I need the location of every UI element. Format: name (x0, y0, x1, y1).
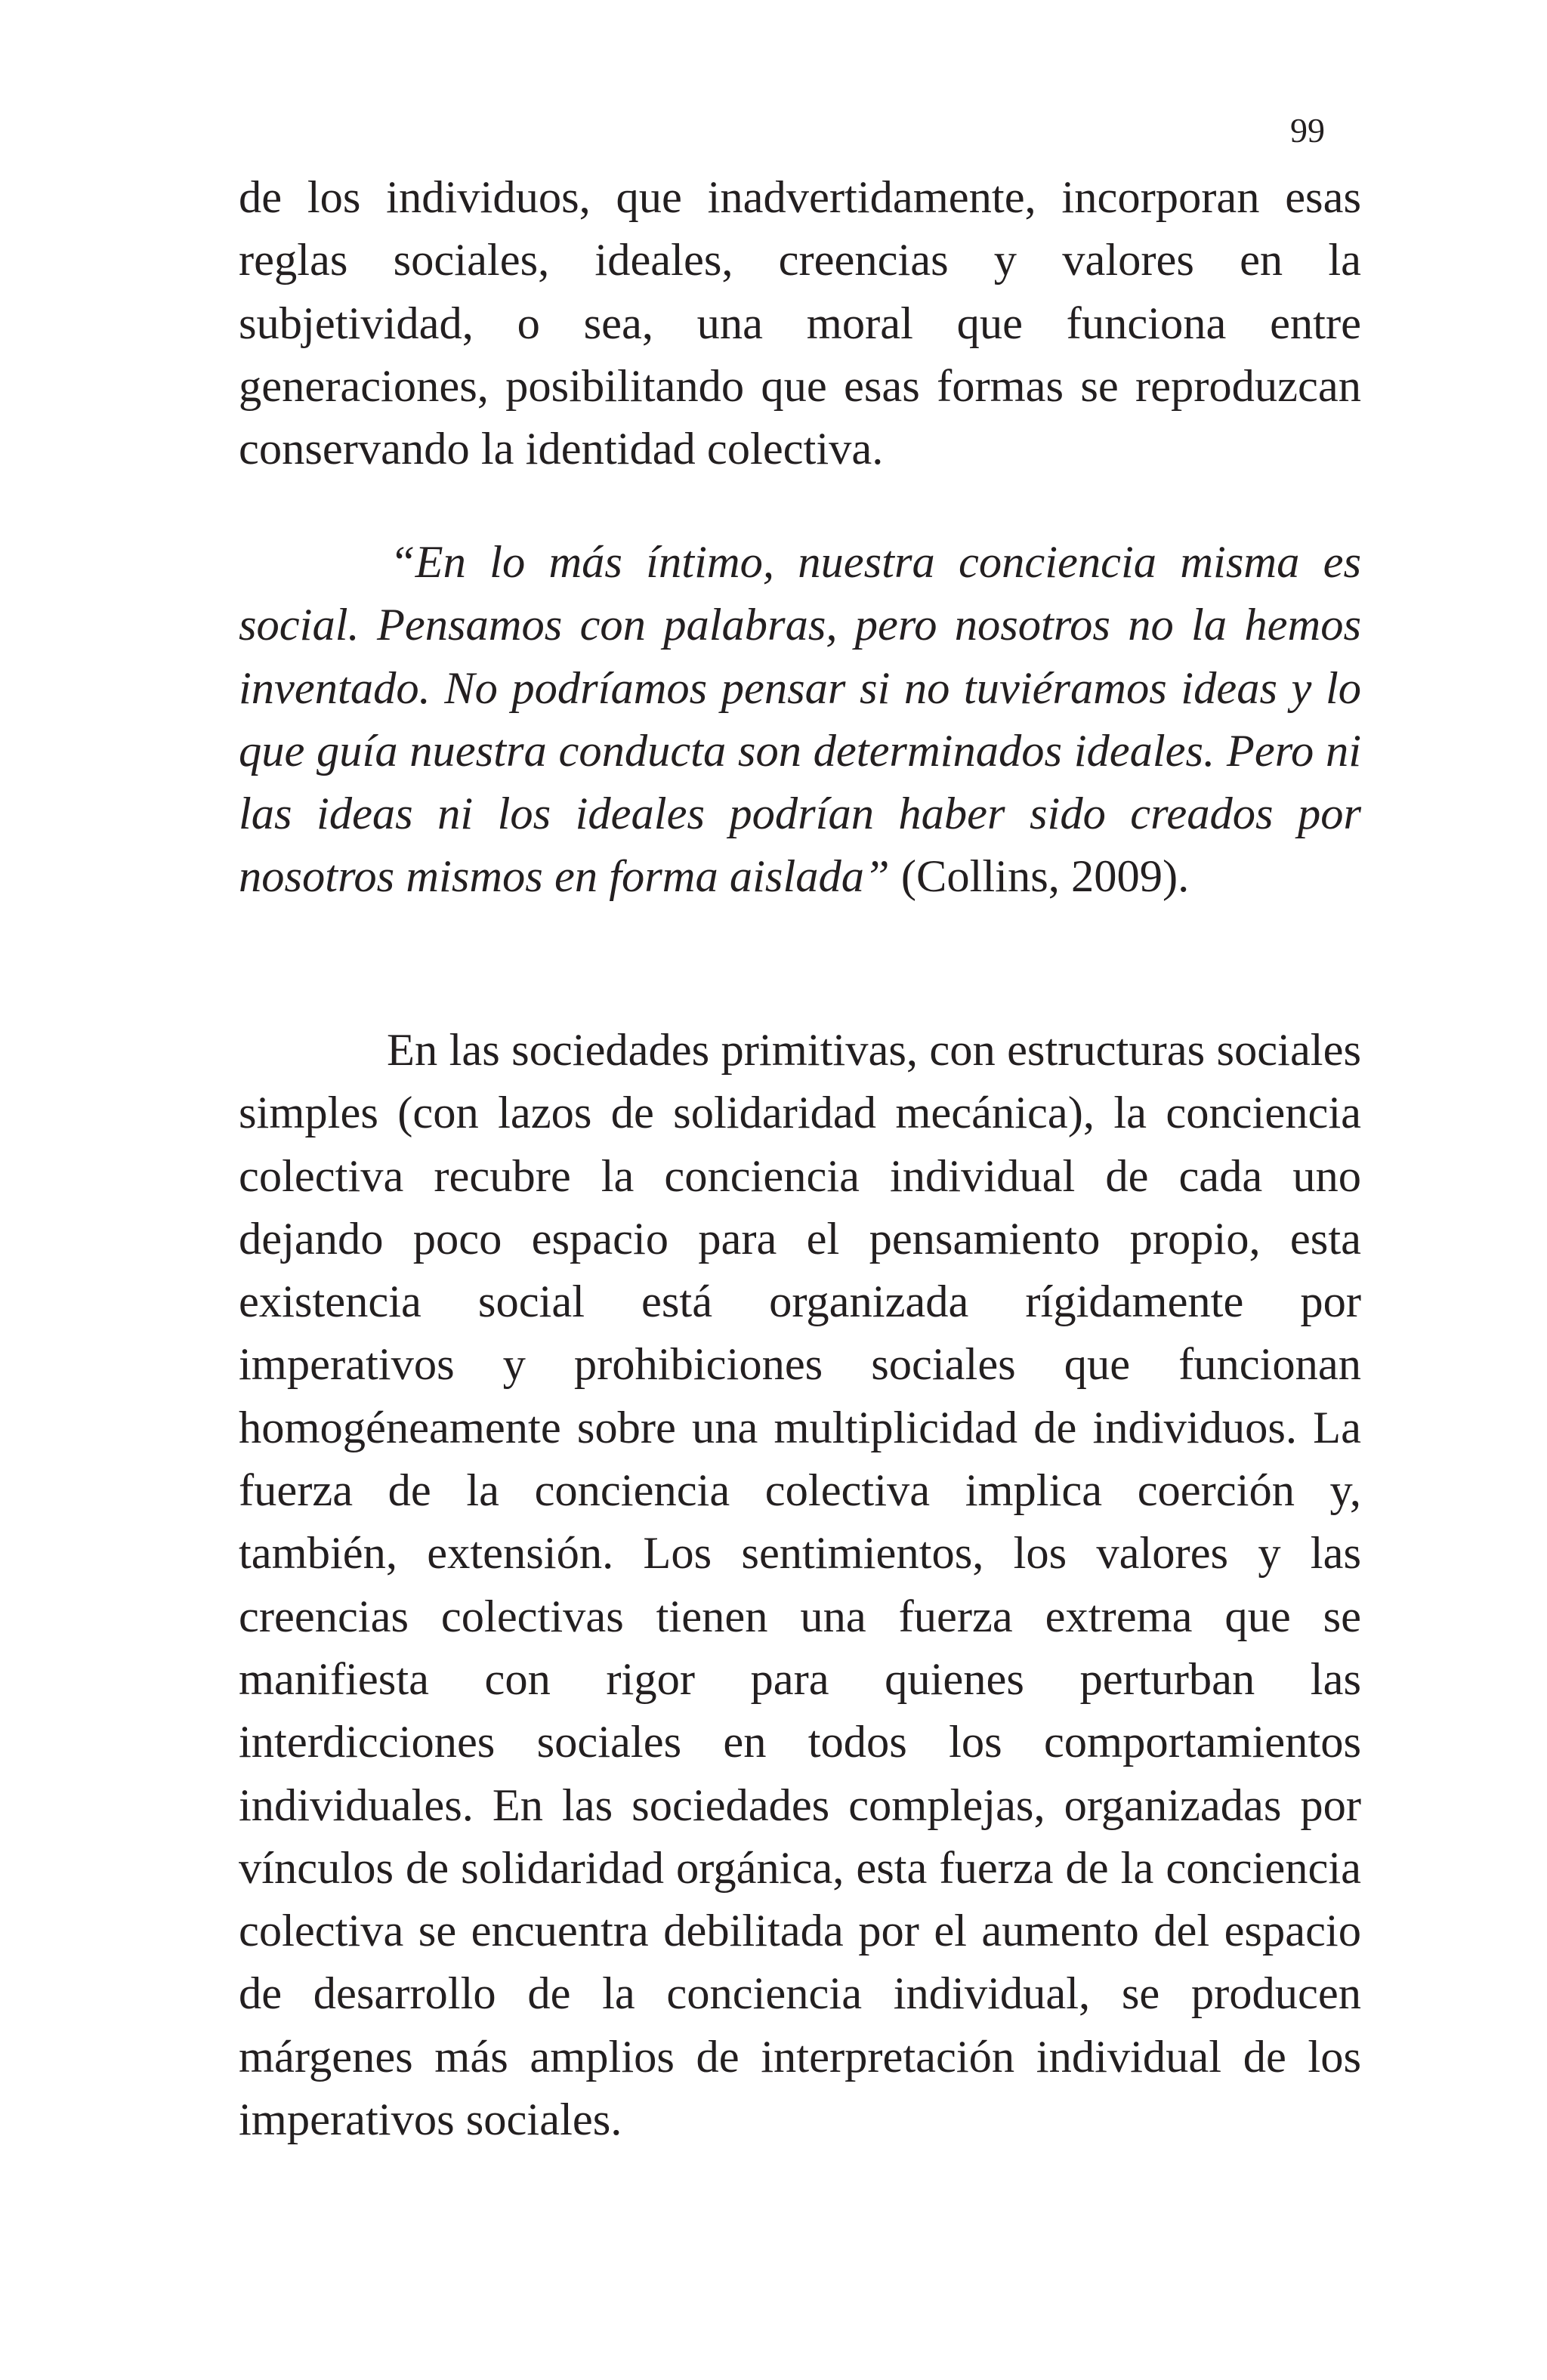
quote-citation: (Collins, 2009). (900, 851, 1190, 903)
quote-text: “En lo más íntimo, nuestra conciencia misma es social. Pensamos con palabras, pero nosotros no la hemos inventado. No podríamos pensar si no tuviéramos ideas y lo que guía nuestra conducta son determinados ideales. Pero ni las ideas ni los ideales podrían haber sido creados por nosotros mismos en forma aislada” (239, 537, 1361, 903)
page-number: 99 (1290, 111, 1325, 150)
body-paragraph-2: En las sociedades primitivas, con estructuras sociales simples (con lazos de solidaridad mecánica), la conciencia colectiva recubre la conciencia individual de cada uno dejando poco espacio para el pensamiento propio, esta existencia social está organizada rígidamente por imperativos y prohibiciones sociales que funcionan homogéneamente sobre una multiplicidad de individuos. La fuerza de la conciencia colectiva implica coerción y, también, extensión. Los sentimientos, los valores y las creencias colectivas tienen una fuerza extrema que se manifiesta con rigor para quienes perturban las interdicciones sociales en todos los comportamientos individuales. En las sociedades complejas, organizadas por vínculos de solidaridad orgánica, esta fuerza de la conciencia colectiva se encuentra debilitada por el aumento del espacio de desarrollo de la conciencia individual, se producen márgenes más amplios de interpretación individual de los imperativos sociales. (239, 1025, 1361, 2146)
block-quote (239, 531, 1361, 909)
body-paragraph-1: de los individuos, que inadvertidamente, incorporan esas reglas sociales, ideales, creencias y valores en la subjetividad, o sea, una moral que funciona entre generaciones, posibilitando que esas formas se reproduzcan conservando la identidad colectiva. (239, 172, 1361, 475)
